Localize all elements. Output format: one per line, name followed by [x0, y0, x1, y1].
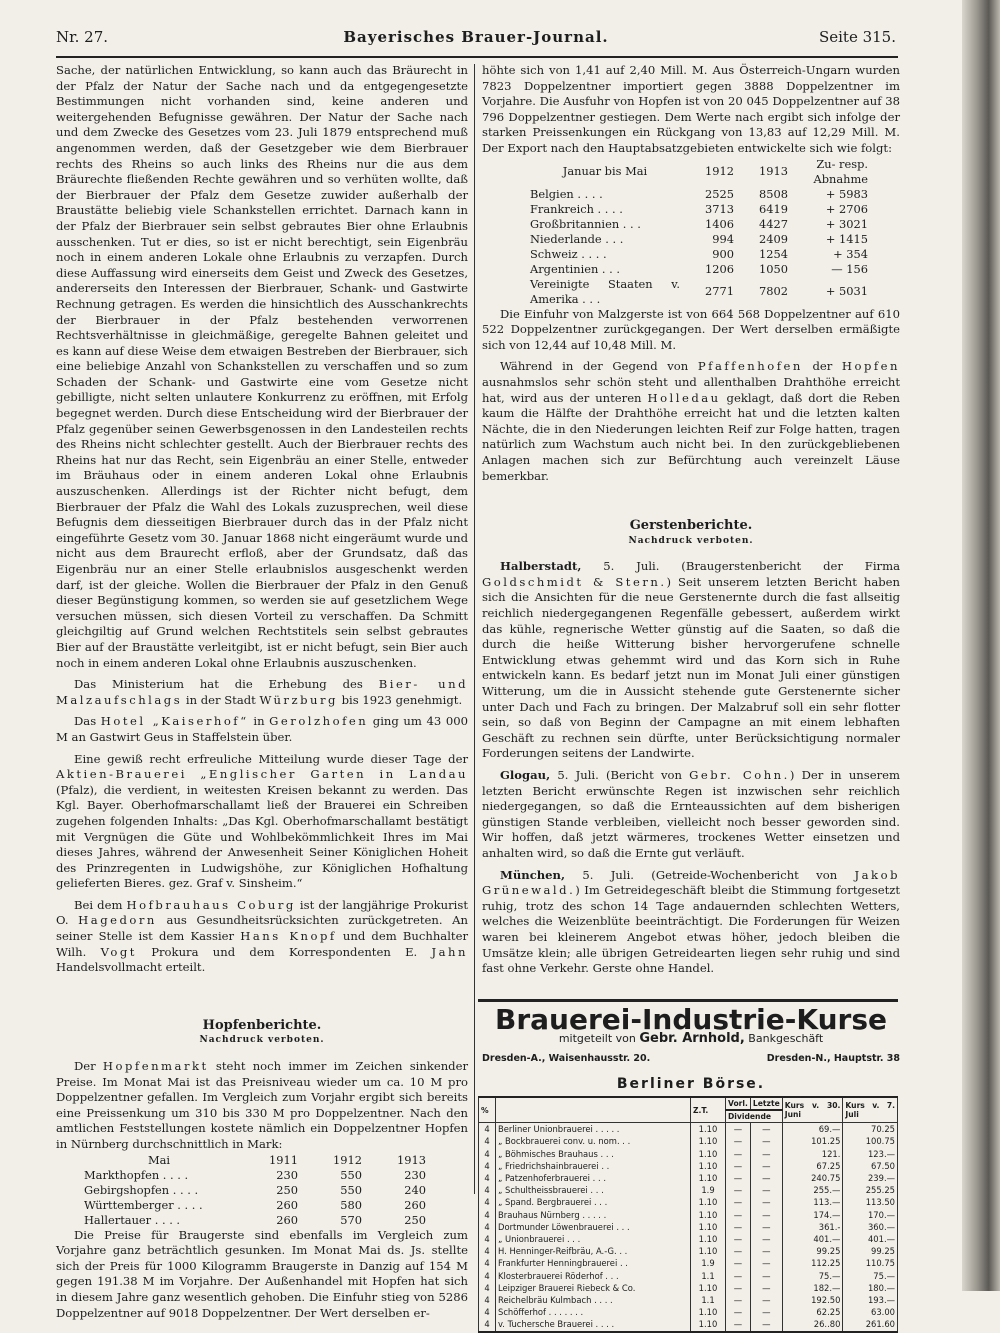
table-cell: 230: [276, 1167, 298, 1182]
table-cell: 4: [479, 1184, 496, 1196]
table-cell: 4: [479, 1221, 496, 1233]
table-row: [479, 1306, 898, 1318]
table-cell: —: [726, 1318, 751, 1331]
table-row: [526, 277, 872, 307]
table-cell: —: [750, 1160, 782, 1172]
table-cell: —: [726, 1148, 751, 1160]
table-cell: 1050: [759, 261, 788, 276]
section-heading-gersten: Gerstenberichte.: [629, 518, 753, 534]
table-cell: 4: [479, 1209, 496, 1221]
table-cell: 63.00: [843, 1306, 898, 1318]
table-row: [479, 1160, 898, 1172]
table-cell: 4: [479, 1318, 496, 1331]
table-cell: —: [750, 1233, 782, 1245]
table-row: [526, 202, 872, 217]
table-row: [479, 1318, 898, 1331]
table-cell: 2409: [759, 231, 788, 246]
table-cell: 99.25: [843, 1245, 898, 1257]
table-cell: „ Patzenhoferbrauerei . . .: [496, 1172, 691, 1184]
table-row: [479, 1184, 898, 1196]
table-cell: —: [726, 1221, 751, 1233]
table-cell: —: [750, 1245, 782, 1257]
table-cell: Frankfurter Henningbrauerei . .: [496, 1257, 691, 1269]
issue-number: Nr. 27.: [56, 28, 109, 46]
table-cell: Vereinigte Staaten v. Amerika . . .: [530, 276, 680, 306]
table-row: [479, 1270, 898, 1282]
table-row: [78, 1198, 432, 1213]
table-cell: 4: [479, 1245, 496, 1257]
paragraph: Das Hotel „Kaiserhof“ in Gerolzhofen ging um 43 000 M an Gastwirt Geus in Staffelstein über.: [56, 714, 469, 744]
table-cell: 239.—: [843, 1172, 898, 1184]
stock-quote-rows: [479, 1123, 898, 1332]
table-cell: 4: [479, 1123, 496, 1136]
table-cell: 4427: [759, 216, 788, 231]
table-cell: 1.10: [691, 1196, 726, 1208]
table-cell: 2525: [705, 186, 734, 201]
table-cell: 550: [340, 1167, 362, 1182]
table-cell: —: [726, 1209, 751, 1221]
paragraph: Das Ministerium hat die Erhebung des Bier- und Malzaufschlags in der Stadt Würzburg bis 1923 genehmigt.: [56, 677, 468, 707]
table-cell: —: [726, 1294, 751, 1306]
table-row: [479, 1221, 898, 1233]
table-cell: v. Tuchersche Brauerei . . . .: [496, 1318, 691, 1331]
table-cell: 6419: [759, 201, 788, 216]
export-table: [526, 157, 872, 307]
table-cell: „ Spand. Bergbrauerei . . .: [496, 1196, 691, 1208]
table-cell: 1.10: [691, 1209, 726, 1221]
table-cell: 4: [479, 1294, 496, 1306]
table-cell: 112.25: [782, 1257, 843, 1269]
advert-addresses: [482, 1051, 900, 1067]
table-cell: 250: [404, 1212, 426, 1227]
reprint-notice: Nachdruck verboten.: [628, 535, 754, 546]
table-cell: 1254: [759, 246, 788, 261]
table-cell: —: [726, 1196, 751, 1208]
table-cell: Niederlande . . .: [530, 231, 624, 246]
paragraph: Bei dem Hofbrauhaus Coburg ist der langjährige Prokurist O. Hagedorn aus Gesundheitsrücksichten zurückgetreten. An seiner Stelle ist dem Kassier Hans Knopf und dem Buchhalter Wilh. Vogt Prokura und dem Korrespondenten E. Jahn Handelsvollmacht erteilt.: [56, 897, 468, 975]
advert-byline: mitgeteilt von Gebr. Arnhold, Bankgeschäft: [558, 1031, 824, 1047]
table-cell: 69.—: [782, 1123, 843, 1136]
table-cell: 4: [479, 1135, 496, 1147]
table-cell: —: [750, 1172, 782, 1184]
table-cell: 1.10: [691, 1233, 726, 1245]
table-cell: —: [750, 1196, 782, 1208]
table-row: [479, 1233, 898, 1245]
table-header-cell: 1913: [759, 164, 788, 179]
paragraph: Sache, der natürlichen Entwicklung, so kann auch das Bräurecht in der Pfalz der Natur der Sache nach und da entgegengesetzte Bestimmungen nicht vorhanden sind, keine anderen und weitergehenden Befugnisse gewähren. Der Natur der Sache nach und dem Zwecke des Gesetzes vom 23. Juli 1879 entsprechend muß angenommen werden, daß der Gesetzgeber wie dem Bierbrauer rechts des Rheins so auch links des Rheins nur die aus dem Bräurechte fließenden Rechte gewähren und so verhüten wollte, daß der Bierbrauer der Pfalz dem Gesetze zuwider außerhalb der Braustätte beliebig viele Schankstellen errichtet. Darnach kann in der Pfalz der Bierbrauer sein selbst gebrautes Bier ohne Erlaubnis ausschenken. Tut er dies, so ist er nicht berechtigt, sein Eigenbräu noch in einem anderen Lokale ohne Erlaubnis zu verzapfen. Durch diese Auffassung wird einerseits dem Geist und Zweck des Gesetzes, andererseits den Interessen der Bierbrauer, Schank- und Gastwirte Rechnung getragen. Es werden die hinsichtlich des Ausschankrechts der Bierbrauer in der Pfalz bestehenden verworrenen Rechtsverhältnisse in gleichmäßige, geregelte Bahnen geleitet und es kann auf diese Weise dem etwaigen Bestreben der Bierbrauer, sich eine beliebige Anzahl von Schankstellen zu verschaffen und so zum Schaden der Schank- und Gastwirte eine vom Gesetze nicht gebilligte, nicht selten unlautere Konkurrenz zu eröffnen, mit Erfolg begegnet werden. Durch diese Entscheidung wird der Bierbrauer der Pfalz gegenüber seinen Gewerbsgenossen in den Landesteilen rechts des Rheins nicht schlechter gestellt. Auch der Bierbrauer rechts des Rheins hat nur das Recht, sein Eigenbräu an einer Stelle, entweder im Bräuhaus oder in einem anderen Lokal ohne Erlaubnis auszuschenken. Allerdings ist der Richter nicht befugt, dem Bierbrauer der Pfalz die Wahl des Lokals zuzusprechen, weil diese Befugnis dem diesseitigen Bierbrauer durch das in der Pfalz nicht eingeführte Gesetz vom 30. Januar 1868 nicht eingeräumt wurde und nicht aus dem Braurecht erfloß, aber der Grundsatz, daß das Eigenbräu nur an einer Stelle erlaubnislos ausgeschenkt werden darf, ist der gleiche. Wollen die Bierbrauer der Pfalz in den Genuß dieser Begünstigung kommen, so werden sie auf gesetzlichem Wege versuchen müssen, sich diesen Vorteil zu verschaffen. Da Schmitt gleichgiltig auf Grund welchen Rechtstitels sein selbst gebrautes Bier auf der Braustätte verleitgibt, ist er nicht befugt, sein Bier auch noch in einem anderen Lokal ohne Erlaubnis auszuschenken.: [56, 63, 468, 670]
right-column: [482, 63, 900, 1333]
table-header-cell: Dividende: [726, 1110, 783, 1123]
table-cell: Brauhaus Nürnberg . . . . .: [496, 1209, 691, 1221]
table-cell: „ Bockbrauerei conv. u. nom. . .: [496, 1135, 691, 1147]
table-cell: 1.10: [691, 1245, 726, 1257]
paragraph: Der Hopfenmarkt steht noch immer im Zeichen sinkender Preise. Im Monat Mai ist das Preisniveau wieder um ca. 10 M pro Doppelzentner gefallen. Im Vergleich zum Vorjahr ergibt sich bereits eine Preissenkung um 310 bis 330 M pro Doppelzentner. Nach den amtlichen Feststellungen kostete nämlich ein Doppelzentner Hopfen in Nürnberg durchschnittlich in Mark:: [56, 1059, 468, 1151]
table-cell: 113.50: [843, 1196, 898, 1208]
table-cell: —: [750, 1135, 782, 1147]
table-cell: 4: [479, 1257, 496, 1269]
table-cell: H. Henninger-Reifbräu, A.-G. . .: [496, 1245, 691, 1257]
table-cell: 1.10: [691, 1135, 726, 1147]
header-rule: [56, 56, 898, 58]
table-cell: 4: [479, 1148, 496, 1160]
table-cell: „ Unionbrauerei . . .: [496, 1233, 691, 1245]
table-cell: —: [750, 1270, 782, 1282]
table-header-cell: Vorl.: [726, 1097, 751, 1110]
table-cell: Dortmunder Löwenbrauerei . . .: [496, 1221, 691, 1233]
table-row: [78, 1183, 432, 1198]
table-cell: Argentinien . . .: [530, 261, 621, 276]
table-cell: 4: [479, 1233, 496, 1245]
table-header-cell: Zu- resp. Abnahme: [813, 156, 868, 186]
table-cell: 570: [340, 1212, 362, 1227]
table-cell: Frankreich . . . .: [530, 201, 623, 216]
table-cell: 1206: [705, 261, 734, 276]
hop-price-table: [78, 1153, 432, 1228]
table-header-cell: Kurs v. 30. Juni: [782, 1097, 843, 1123]
table-row: [526, 217, 872, 232]
table-cell: Leipziger Brauerei Riebeck & Co.: [496, 1282, 691, 1294]
table-cell: + 5983: [825, 186, 868, 201]
table-cell: —: [750, 1282, 782, 1294]
column-divider: [474, 64, 475, 1194]
table-cell: 1.1: [691, 1270, 726, 1282]
table-cell: „ Friedrichshainbrauerei . .: [496, 1160, 691, 1172]
table-row: [479, 1209, 898, 1221]
stock-quote-table: [478, 1096, 898, 1332]
table-cell: Hallertauer . . . .: [84, 1212, 181, 1227]
table-cell: 170.—: [843, 1209, 898, 1221]
paragraph: Halberstadt, 5. Juli. (Braugerstenbericht der Firma Goldschmidt & Stern.) Seit unserem letzten Bericht haben sich die Ansichten für die neue Gerstenernte durch die fast allseitig reichlich niedergegangenen Regenfälle gebessert, außerdem wirkt das kühle, regnerische Wetter günstig auf die Saaten, so daß die durch die heiße Witterung bisher hervorgerufene schnelle Entwicklung etwas gehemmt wird und das Korn sich in Ruhe entwickeln kann. Es bedarf jetzt nun im Monat Juli einer günstigen Witterung, um die in Aussicht stehende gute Gerstenernte sicher unter Dach und Fach zu bringen. Der Malzabruf soll ein sehr flotter sein, so daß von Beginn der Campagne an mit einem lebhaften Geschäft zu rechnen sein dürfte, unter Berücksichtigung normaler Forderungen seitens der Landwirte.: [482, 559, 900, 761]
table-cell: + 1415: [825, 231, 868, 246]
table-cell: —: [726, 1184, 751, 1196]
table-cell: „ Böhmisches Brauhaus . . .: [496, 1148, 691, 1160]
table-cell: Württemberger . . . .: [84, 1197, 203, 1212]
table-header-cell: [496, 1097, 691, 1123]
table-cell: —: [750, 1294, 782, 1306]
table-cell: 110.75: [843, 1257, 898, 1269]
table-cell: 230: [404, 1167, 426, 1182]
table-row: [526, 247, 872, 262]
table-row: [479, 1135, 898, 1147]
table-cell: 75.—: [843, 1270, 898, 1282]
paragraph: Die Einfuhr von Malzgerste ist von 664 568 Doppelzentner auf 610 522 Doppelzentner zurückgegangen. Der Wert derselben ermäßigte sich von 12,44 auf 10,48 Mill. M.: [482, 306, 900, 352]
table-cell: 261.60: [843, 1318, 898, 1331]
table-cell: 1.10: [691, 1306, 726, 1318]
table-cell: 994: [712, 231, 734, 246]
table-row: [479, 1282, 898, 1294]
table-cell: —: [750, 1221, 782, 1233]
table-cell: 3713: [705, 201, 734, 216]
paragraph: Eine gewiß recht erfreuliche Mitteilung wurde dieser Tage der Aktien-Brauerei „Englischer Garten in Landau (Pfalz), die verdient, in weitesten Kreisen bekannt zu werden. Das Kgl. Bayer. Oberhofmarschallamt ließ der Brauerei ein Schreiben zugehen folgenden Inhalts: „Das Kgl. Oberhofmarschallamt bestätigt mit Vergnügen die Güte und Wohlbekömmlichkeit Ihres im Mai dieses Jahres, während der Anwesenheit Seiner Königlichen Hoheit des Prinzregenten in Ludwigshöhe, zur Königlichen Hofhaltung gelieferten Bieres. gez. Graf v. Sinsheim.“: [56, 751, 468, 891]
table-cell: —: [750, 1184, 782, 1196]
table-cell: 100.75: [843, 1135, 898, 1147]
table-cell: + 2706: [825, 201, 868, 216]
table-cell: 1.10: [691, 1148, 726, 1160]
table-cell: —: [750, 1123, 782, 1136]
table-row: [526, 262, 872, 277]
table-cell: 67.25: [782, 1160, 843, 1172]
table-cell: 101.25: [782, 1135, 843, 1147]
table-cell: Schweiz . . . .: [530, 246, 607, 261]
paragraph: höhte sich von 1,41 auf 2,40 Mill. M. Aus Österreich-Ungarn wurden 7823 Doppelzentner importiert gegen 3888 Doppelzentner im Vorjahre. Die Ausfuhr von Hopfen ist von 20 045 Doppelzentner auf 38 796 Doppelzentner gestiegen. Dem Werte nach ergibt sich infolge der starken Preissenkungen ein Rückgang von 13,83 auf 12,29 Mill. M. Der Export nach den Hauptabsatzgebieten entwickelte sich wie folgt:: [482, 63, 900, 155]
table-cell: 99.25: [782, 1245, 843, 1257]
table-cell: 2771: [705, 284, 734, 299]
table-cell: 70.25: [843, 1123, 898, 1136]
table-row: [479, 1172, 898, 1184]
paragraph: Während in der Gegend von Pfaffenhofen der Hopfen ausnahmslos sehr schön steht und allenthalben Drahthöhe erreicht hat, wird aus der unteren Holledau geklagt, daß dort die Reben kaum die Hälfte der Drahthöhe erreicht hat und die letzten kalten Nächte, die in den Niederungen leichten Reif zur Folge hatten, tragen natürlich zum Wachstum auch nicht bei. In den zurückgebliebenen Anlagen machen sich zur Befürchtung auch vereinzelt Läuse bemerkbar.: [482, 359, 901, 483]
page-number: Seite 315.: [818, 28, 896, 46]
table-cell: 240: [404, 1182, 426, 1197]
table-row: [479, 1245, 898, 1257]
table-row: [78, 1213, 432, 1228]
table-row: [479, 1148, 898, 1160]
table-cell: 900: [712, 246, 734, 261]
table-cell: 1406: [705, 216, 734, 231]
table-row: [479, 1123, 898, 1136]
boerse-title: Berliner Börse.: [616, 1075, 766, 1092]
table-cell: 401.—: [782, 1233, 843, 1245]
table-cell: —: [750, 1148, 782, 1160]
table-header-cell: 1912: [333, 1152, 362, 1167]
table-header-row: [78, 1153, 432, 1168]
table-cell: 182.—: [782, 1282, 843, 1294]
paragraph: Glogau, 5. Juli. (Bericht von Gebr. Cohn.) Der in unserem letzten Bericht erwünschte Regen ist inzwischen sehr reichlich niedergegangen, so daß die Ernteaussichten auf dem bisherigen günstigen Stande verbleiben, vielleicht noch besser geworden sind. Wir hoffen, daß jetzt wärmeres, trockenes Wetter einsetzen und anhalten wird, so daß die Ernte gut verläuft.: [482, 768, 900, 860]
table-cell: 1.10: [691, 1172, 726, 1184]
table-cell: —: [726, 1123, 751, 1136]
table-header-cell: Januar bis Mai: [562, 164, 648, 179]
table-cell: 1.1: [691, 1294, 726, 1306]
table-cell: 550: [340, 1182, 362, 1197]
table-cell: 580: [340, 1197, 362, 1212]
table-header-cell: 1912: [705, 164, 734, 179]
table-cell: + 5031: [825, 284, 868, 299]
table-cell: 250: [276, 1182, 298, 1197]
table-cell: 193.—: [843, 1294, 898, 1306]
table-header-cell: Z.T.: [691, 1097, 726, 1123]
table-cell: 255.—: [782, 1184, 843, 1196]
table-cell: 4: [479, 1160, 496, 1172]
table-cell: —: [726, 1282, 751, 1294]
table-cell: 1.10: [691, 1282, 726, 1294]
table-cell: 62.25: [782, 1306, 843, 1318]
table-cell: —: [750, 1318, 782, 1331]
table-cell: Reichelbräu Kulmbach . . . .: [496, 1294, 691, 1306]
table-cell: 4: [479, 1306, 496, 1318]
table-cell: —: [726, 1245, 751, 1257]
table-cell: 4: [479, 1172, 496, 1184]
table-cell: 260: [276, 1197, 298, 1212]
table-header-cell: 1913: [397, 1152, 426, 1167]
table-cell: Markthopfen . . . .: [84, 1167, 189, 1182]
table-header-row: [479, 1097, 898, 1110]
table-cell: 260: [404, 1197, 426, 1212]
table-cell: Berliner Unionbrauerei . . . . .: [496, 1123, 691, 1136]
table-cell: 1.9: [691, 1257, 726, 1269]
table-cell: 255.25: [843, 1184, 898, 1196]
left-column: [56, 63, 468, 1321]
table-cell: 240.75: [782, 1172, 843, 1184]
table-cell: 4: [479, 1282, 496, 1294]
table-cell: 123.—: [843, 1148, 898, 1160]
table-cell: Belgien . . . .: [530, 186, 603, 201]
table-header-cell: 1911: [269, 1152, 298, 1167]
table-cell: Klosterbrauerei Röderhof . . .: [496, 1270, 691, 1282]
table-cell: 1.10: [691, 1123, 726, 1136]
table-cell: 401.—: [843, 1233, 898, 1245]
table-cell: —: [726, 1172, 751, 1184]
advert-title: Brauerei-Industrie-Kurse: [495, 1002, 887, 1036]
table-cell: 192.50: [782, 1294, 843, 1306]
table-cell: —: [726, 1160, 751, 1172]
table-cell: „ Schultheissbrauerei . . .: [496, 1184, 691, 1196]
table-cell: + 3021: [825, 216, 868, 231]
table-cell: 75.—: [782, 1270, 843, 1282]
journal-title: Bayerisches Brauer-Journal.: [343, 28, 609, 46]
table-cell: 67.50: [843, 1160, 898, 1172]
page-header: [56, 28, 896, 52]
table-cell: —: [750, 1209, 782, 1221]
table-row: [479, 1196, 898, 1208]
table-cell: 360.—: [843, 1221, 898, 1233]
table-cell: —: [750, 1257, 782, 1269]
table-cell: 1.9: [691, 1184, 726, 1196]
table-cell: 174.—: [782, 1209, 843, 1221]
table-cell: 4: [479, 1270, 496, 1282]
table-cell: 7802: [759, 284, 788, 299]
table-cell: — 156: [831, 261, 868, 276]
table-cell: —: [726, 1270, 751, 1282]
table-cell: —: [750, 1306, 782, 1318]
address-left: Dresden-A., Waisenhausstr. 20.: [482, 1052, 651, 1064]
table-cell: Großbritannien . . .: [530, 216, 641, 231]
table-cell: + 354: [833, 246, 868, 261]
table-cell: 26..80: [782, 1318, 843, 1331]
table-row: [526, 232, 872, 247]
table-cell: 113.—: [782, 1196, 843, 1208]
table-row: [78, 1168, 432, 1183]
paragraph: München, 5. Juli. (Getreide-Wochenbericht von Jakob Grünewald.) Im Getreidegeschäft bleibt die Stimmung fortgesetzt ruhig, trotz des schon 14 Tage andauernden schlechten Wetters, welches die Weizenblüte beeinträchtigt. Die Forderungen für Weizen waren bei kleinerem Angebot etwas höher, jedoch bleiben die Umsätze klein; alle übrigen Getreidearten liegen sehr ruhig und sind fast ohne Verkehr. Gerste ohne Handel.: [482, 867, 900, 976]
reprint-notice: Nachdruck verboten.: [199, 1035, 325, 1046]
table-header-cell: Kurs v. 7. Juli: [843, 1097, 898, 1123]
table-cell: 361.-: [782, 1221, 843, 1233]
table-row: [479, 1294, 898, 1306]
address-right: Dresden-N., Hauptstr. 38: [766, 1052, 900, 1064]
table-cell: 180.—: [843, 1282, 898, 1294]
table-row: [479, 1257, 898, 1269]
table-cell: Gebirgshopfen . . . .: [84, 1182, 199, 1197]
section-rule: [478, 999, 898, 1002]
table-cell: 260: [276, 1212, 298, 1227]
table-header-cell: %: [479, 1097, 496, 1123]
table-header-cell: Letzte: [750, 1097, 782, 1110]
table-cell: —: [726, 1135, 751, 1147]
table-cell: 4: [479, 1196, 496, 1208]
table-cell: 1.10: [691, 1221, 726, 1233]
table-header-row: [526, 157, 872, 187]
table-cell: 1.10: [691, 1318, 726, 1331]
table-row: [526, 187, 872, 202]
table-cell: 8508: [759, 186, 788, 201]
section-heading-hop: Hopfenberichte.: [202, 1017, 322, 1033]
table-header-cell: Mai: [147, 1152, 171, 1167]
table-cell: 121.: [782, 1148, 843, 1160]
page-binding-edge: [962, 0, 1000, 1291]
table-cell: 1.10: [691, 1160, 726, 1172]
table-cell: —: [726, 1257, 751, 1269]
paragraph: Die Preise für Braugerste sind ebenfalls im Vergleich zum Vorjahre ganz beträchtlich gesunken. Im Monat Mai ds. Js. stellte sich der Preis für 1000 Kilogramm Braugerste in Danzig auf 154 M gegen 191.38 M im Vorjahre. Der Außenhandel mit Hopfen hat sich in diesem Jahre ganz wesentlich gehoben. Die Einfuhr stieg von 5286 Doppelzentner auf 9018 Doppelzentner. Der Wert derselben er-: [56, 1227, 468, 1320]
table-cell: —: [726, 1306, 751, 1318]
table-cell: Schöfferhof . . . . . . .: [496, 1306, 691, 1318]
table-cell: —: [726, 1233, 751, 1245]
